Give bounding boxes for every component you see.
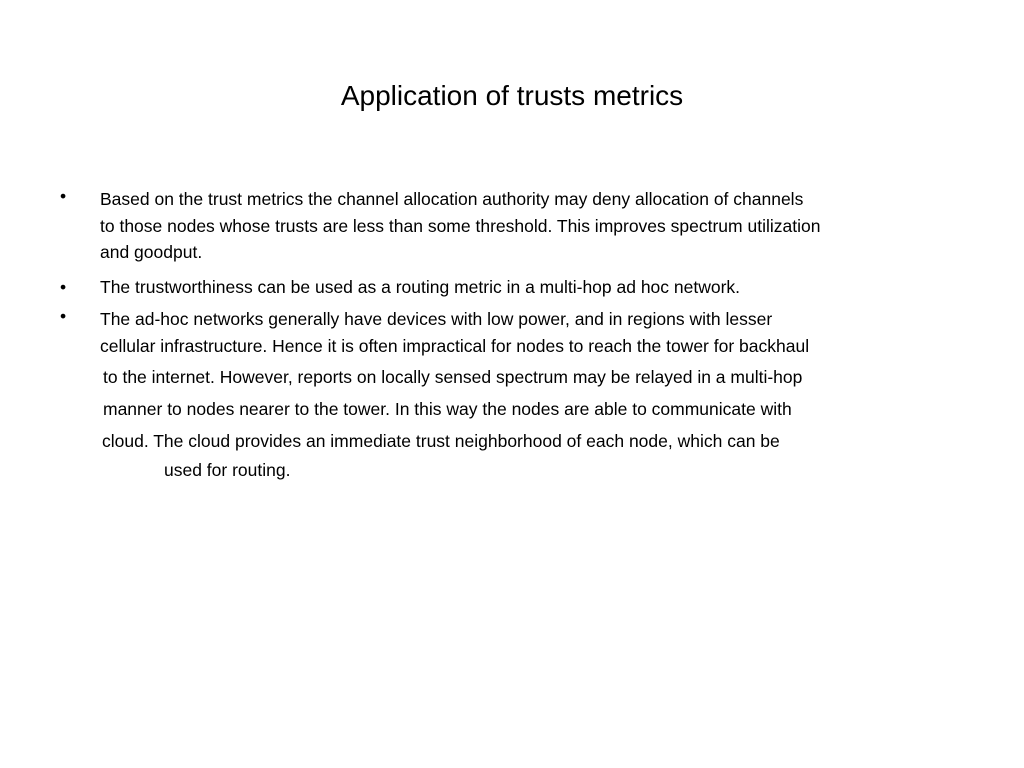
bullet-text-line: to those nodes whose trusts are less than some threshold. This improves spectrum utilization xyxy=(100,215,821,236)
bullet-marker: • xyxy=(60,276,67,297)
list-item xyxy=(60,306,980,483)
bullet-list xyxy=(60,186,980,483)
bullet-text-line: to the internet. However, reports on locally sensed spectrum may be relayed in a multi-hop xyxy=(103,367,803,387)
bullet-text-line: and goodput. xyxy=(100,242,203,262)
list-item xyxy=(60,186,980,266)
bullet-marker: • xyxy=(60,186,67,206)
bullet-text-line: manner to nodes nearer to the tower. In this way the nodes are able to communicate with xyxy=(103,399,792,419)
bullet-text-line: The trustworthiness can be used as a routing metric in a multi-hop ad hoc network. xyxy=(100,276,741,297)
list-item xyxy=(60,274,980,301)
bullet-text-line: cloud. The cloud provides an immediate trust neighborhood of each node, which can be xyxy=(102,431,780,451)
bullet-marker: • xyxy=(60,306,67,326)
bullet-text-line: The ad-hoc networks generally have devices with low power, and in regions with lesser xyxy=(100,309,773,329)
bullet-text-line: used for routing. xyxy=(164,460,291,480)
bullet-text-line: Based on the trust metrics the channel allocation authority may deny allocation of channels xyxy=(100,189,804,209)
slide-title: Application of trusts metrics xyxy=(340,80,684,111)
bullet-text-line: cellular infrastructure. Hence it is often impractical for nodes to reach the tower for backhaul xyxy=(100,335,810,356)
